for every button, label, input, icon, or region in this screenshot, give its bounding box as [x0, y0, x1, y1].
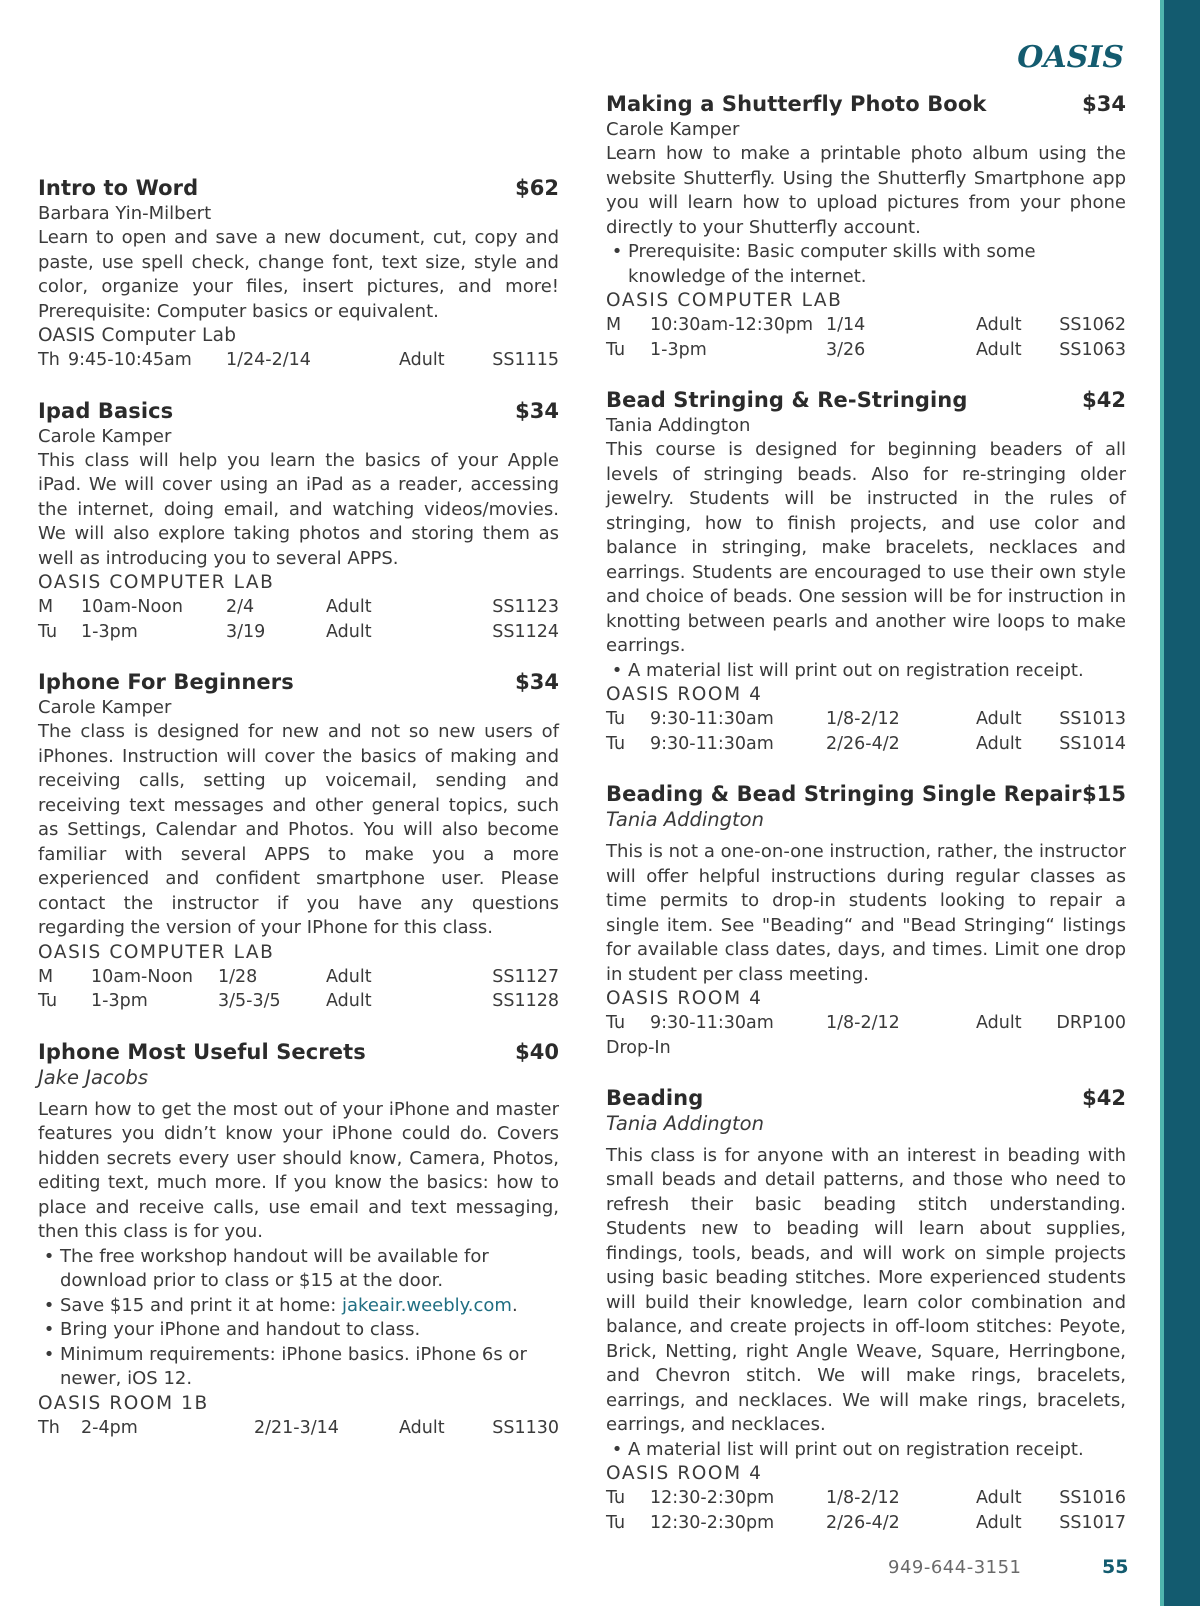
course-title: Ipad Basics	[38, 398, 174, 423]
schedule-code: SS1017	[1059, 1512, 1126, 1533]
course-room: OASIS ROOM 4	[606, 1463, 763, 1484]
website-link[interactable]: jakeair.weebly.com	[342, 1294, 512, 1316]
course-schedule	[38, 348, 559, 373]
course-price: $40	[515, 1039, 559, 1064]
course-bullet	[606, 659, 1126, 684]
course-price: $15	[1082, 782, 1126, 806]
footer-phone: 949-644-3151	[888, 1557, 1022, 1578]
schedule-time: 12:30-2:30pm	[650, 1512, 775, 1533]
schedule-audience: Adult	[976, 1013, 1022, 1033]
bullet-text: The free workshop handout will be available for download prior to class or $15 at the door.	[60, 1245, 489, 1291]
schedule-dates: 3/26	[826, 339, 866, 360]
bullet-text: A material list will print out on registration receipt.	[628, 1438, 1084, 1460]
course-bead-stringing	[606, 386, 1126, 756]
course-instructor: Barbara Yin-Milbert	[38, 203, 212, 224]
course-description: This course is designed for beginning beaders of all levels of stringing beads. Also for re-stringing older jewelry. Students will be instructed in the rules of stringing, how to finish projects, and use color and balance in stringing, make bracelets, necklaces and earrings. Students are encouraged to use their own style and choice of beads. One session will be for instruction in knotting between pearls and another wire loops to make earrings.	[606, 439, 1126, 656]
course-schedule	[606, 1011, 1126, 1036]
schedule-time: 9:30-11:30am	[650, 709, 774, 729]
drop-in-label: Drop-In	[606, 1037, 671, 1058]
schedule-audience: Adult	[326, 991, 372, 1011]
schedule-dates: 1/8-2/12	[826, 1488, 900, 1508]
schedule-audience: Adult	[976, 709, 1022, 729]
schedule-row	[38, 1416, 559, 1441]
course-iphone-most-useful-secrets	[38, 1038, 559, 1441]
course-intro-to-word	[38, 174, 559, 373]
course-bullet	[606, 1438, 1126, 1463]
schedule-day: Tu	[38, 991, 58, 1011]
course-description: The class is designed for new and not so new users of iPhones. Instruction will cover the basics of making and receiving calls, setting up voicemail, sending and receiving text messages and other general topics, such as Settings, Calendar and Photos. You will also become familiar with several APPS to make you a more experienced and confident smartphone user. Please contact the instructor if you have any questions regarding the version of your IPhone for this class.	[38, 721, 559, 938]
schedule-time: 12:30-2:30pm	[650, 1488, 775, 1508]
schedule-day: Tu	[606, 1013, 626, 1033]
course-room: OASIS ROOM 4	[606, 684, 763, 705]
schedule-day: M	[38, 597, 54, 617]
course-room: OASIS COMPUTER LAB	[38, 572, 275, 593]
course-title: Making a Shutterfly Photo Book	[606, 92, 987, 116]
bullet-dot: •	[43, 1319, 55, 1340]
bullet-dot: •	[43, 1245, 55, 1267]
course-header	[606, 90, 1126, 118]
course-description: Learn to open and save a new document, cut, copy and paste, use spell check, change font, text size, style and color, organize your files, insert pictures, and more! Prerequisite: Computer basics or equivalent.	[38, 227, 559, 322]
course-schedule	[606, 1486, 1126, 1535]
schedule-row	[606, 1511, 1126, 1536]
schedule-dates: 1/28	[218, 966, 258, 987]
schedule-day: M	[38, 966, 54, 987]
course-shutterfly-photo-book	[606, 90, 1126, 362]
course-ipad-basics	[38, 397, 559, 645]
course-bullet	[38, 1343, 559, 1392]
schedule-dates: 3/19	[226, 621, 266, 642]
schedule-row	[606, 1011, 1126, 1036]
schedule-audience: Adult	[399, 1417, 445, 1438]
schedule-day: M	[606, 315, 622, 335]
schedule-row	[606, 338, 1126, 363]
course-instructor: Jake Jacobs	[38, 1065, 149, 1089]
bullet-dot: •	[611, 241, 623, 262]
schedule-row	[606, 1486, 1126, 1511]
schedule-day: Th	[38, 350, 60, 370]
schedule-row	[38, 965, 559, 990]
schedule-day: Tu	[606, 1512, 626, 1533]
schedule-code: SS1016	[1059, 1488, 1126, 1508]
course-price: $42	[1082, 1085, 1126, 1110]
schedule-row	[606, 732, 1126, 757]
bullet-text: Save $15 and print it at home:	[60, 1294, 342, 1316]
course-single-repair	[606, 780, 1126, 1060]
page-edge-bar	[1164, 0, 1200, 1606]
course-schedule	[38, 965, 559, 1014]
course-schedule	[606, 313, 1126, 362]
schedule-time: 9:30-11:30am	[650, 1013, 774, 1033]
schedule-time: 2-4pm	[81, 1417, 138, 1438]
schedule-audience: Adult	[976, 1488, 1022, 1508]
bullet-dot: •	[43, 1294, 55, 1316]
schedule-time: 9:45-10:45am	[68, 350, 192, 370]
schedule-dates: 2/26-4/2	[826, 733, 900, 754]
course-bullet	[38, 1318, 559, 1343]
course-title: Beading & Bead Stringing Single Repair	[606, 782, 1082, 806]
bullet-text: A material list will print out on registration receipt.	[628, 659, 1084, 681]
schedule-code: DRP100	[1056, 1013, 1126, 1033]
course-header	[606, 386, 1126, 414]
schedule-time: 10am-Noon	[81, 597, 183, 617]
course-beading	[606, 1084, 1126, 1536]
course-description: This class will help you learn the basics of your Apple iPad. We will cover using an iPad as a reader, accessing the internet, doing email, and watching videos/movies. We will also explore taking photos and storing them as well as introducing you to several APPS.	[38, 449, 559, 569]
course-room: OASIS ROOM 1B	[38, 1392, 209, 1414]
course-instructor: Carole Kamper	[606, 119, 740, 140]
schedule-time: 9:30-11:30am	[650, 733, 774, 754]
bullet-text: Bring your iPhone and handout to class.	[60, 1319, 421, 1340]
course-instructor: Carole Kamper	[38, 697, 172, 718]
schedule-row	[38, 595, 559, 620]
schedule-code: SS1123	[492, 597, 559, 617]
section-title: OASIS	[1017, 40, 1124, 75]
schedule-time: 1-3pm	[91, 991, 148, 1011]
course-instructor: Carole Kamper	[38, 425, 172, 447]
schedule-time: 1-3pm	[81, 621, 138, 642]
course-price: $42	[1082, 388, 1126, 412]
schedule-row	[38, 989, 559, 1014]
schedule-audience: Adult	[976, 315, 1022, 335]
bullet-dot: •	[43, 1343, 55, 1365]
course-header	[38, 1038, 559, 1066]
course-title: Iphone Most Useful Secrets	[38, 1039, 366, 1064]
left-column	[38, 174, 559, 1464]
course-price: $34	[515, 670, 559, 694]
schedule-dates: 3/5-3/5	[218, 991, 281, 1011]
schedule-audience: Adult	[976, 733, 1022, 754]
course-header	[606, 1084, 1126, 1112]
schedule-day: Tu	[606, 733, 626, 754]
bullet-text-with-link: Save $15 and print it at home: jakeair.weebly.com.	[60, 1294, 518, 1316]
course-schedule	[38, 595, 559, 644]
schedule-dates: 1/24-2/14	[226, 350, 311, 370]
schedule-code: SS1062	[1059, 315, 1126, 335]
course-header	[38, 174, 559, 202]
course-instructor: Tania Addington	[606, 415, 751, 436]
course-price: $62	[515, 176, 559, 200]
course-room: OASIS COMPUTER LAB	[606, 290, 843, 311]
schedule-time: 10am-Noon	[91, 966, 193, 987]
schedule-time: 10:30am-12:30pm	[650, 315, 814, 335]
bullet-text: Minimum requirements: iPhone basics. iPhone 6s or newer, iOS 12.	[60, 1343, 527, 1389]
schedule-audience: Adult	[976, 339, 1022, 360]
schedule-day: Tu	[606, 339, 626, 360]
page-number: 55	[1102, 1556, 1129, 1578]
course-schedule	[38, 1416, 559, 1441]
course-header	[38, 397, 559, 425]
course-room: OASIS ROOM 4	[606, 988, 763, 1009]
schedule-dates: 2/21-3/14	[254, 1417, 339, 1438]
schedule-audience: Adult	[399, 350, 445, 370]
course-bullet	[38, 1294, 559, 1319]
schedule-code: SS1013	[1059, 709, 1126, 729]
schedule-row	[606, 707, 1126, 732]
course-room: OASIS Computer Lab	[38, 325, 237, 346]
schedule-row	[606, 313, 1126, 338]
course-price: $34	[1082, 92, 1126, 116]
course-bullet	[606, 240, 1126, 289]
bullet-dot: •	[611, 659, 623, 681]
schedule-audience: Adult	[326, 621, 372, 642]
schedule-audience: Adult	[976, 1512, 1022, 1533]
schedule-code: SS1014	[1059, 733, 1126, 754]
course-header	[38, 668, 559, 696]
schedule-code: SS1124	[492, 621, 559, 642]
course-price: $34	[515, 398, 559, 423]
schedule-code: SS1130	[492, 1417, 559, 1438]
course-schedule	[606, 707, 1126, 756]
course-instructor: Tania Addington	[606, 808, 764, 831]
course-instructor: Tania Addington	[606, 1111, 764, 1135]
right-column	[606, 90, 1126, 1559]
schedule-code: SS1063	[1059, 339, 1126, 360]
schedule-row	[38, 620, 559, 645]
schedule-row	[38, 348, 559, 373]
schedule-day: Th	[38, 1417, 60, 1438]
course-description: This class is for anyone with an interest in beading with small beads and detail patterns, and those who need to refresh their basic beading stitch understanding. Students new to beading will learn about supplies, findings, tools, beads, and will work on simple projects using basic beading stitches. More experienced students will build their knowledge, learn color combination and balance, and create projects in off-loom stitches: Peyote, Brick, Netting, right Angle Weave, Square, Herringbone, and Chevron stitch. We will make rings, bracelets, earrings, and necklaces. We will make rings, bracelets, earrings, and necklaces.	[606, 1144, 1126, 1435]
schedule-day: Tu	[606, 709, 626, 729]
schedule-dates: 1/14	[826, 315, 866, 335]
course-description: Learn how to make a printable photo album using the website Shutterfly. Using the Shutterfly Smartphone app you will learn how to upload pictures from your phone directly to your Shutterfly account.	[606, 143, 1126, 238]
schedule-dates: 2/4	[226, 597, 255, 617]
schedule-code: SS1127	[492, 966, 559, 987]
bullet-dot: •	[611, 1438, 623, 1460]
schedule-day: Tu	[38, 621, 58, 642]
course-title: Intro to Word	[38, 176, 199, 200]
course-title: Bead Stringing & Re-Stringing	[606, 388, 968, 412]
schedule-time: 1-3pm	[650, 339, 707, 360]
course-bullet	[38, 1245, 559, 1294]
schedule-audience: Adult	[326, 966, 372, 987]
schedule-code: SS1128	[492, 991, 559, 1011]
course-header	[606, 780, 1126, 808]
course-description: This is not a one-on-one instruction, rather, the instructor will offer helpful instructions during regular classes as time permits to drop-in students looking to repair a single item. See "Beading“ and "Bead Stringing“ listings for available class dates, days, and times. Limit one drop in student per class meeting.	[606, 841, 1126, 985]
schedule-dates: 1/8-2/12	[826, 1013, 900, 1033]
schedule-day: Tu	[606, 1488, 626, 1508]
course-description: Learn how to get the most out of your iPhone and master features you didn’t know your iPhone could do. Covers hidden secrets every user should know, Camera, Photos, editing text, much more. If you know the basics: how to place and receive calls, use email and text messaging, then this class is for you.	[38, 1098, 559, 1242]
schedule-code: SS1115	[492, 350, 559, 370]
schedule-audience: Adult	[326, 597, 372, 617]
course-iphone-for-beginners	[38, 668, 559, 1014]
schedule-dates: 2/26-4/2	[826, 1512, 900, 1533]
bullet-text: Prerequisite: Basic computer skills with some knowledge of the internet.	[628, 241, 1036, 287]
course-room: OASIS COMPUTER LAB	[38, 941, 275, 963]
course-title: Beading	[606, 1085, 704, 1110]
schedule-dates: 1/8-2/12	[826, 709, 900, 729]
course-title: Iphone For Beginners	[38, 670, 294, 694]
